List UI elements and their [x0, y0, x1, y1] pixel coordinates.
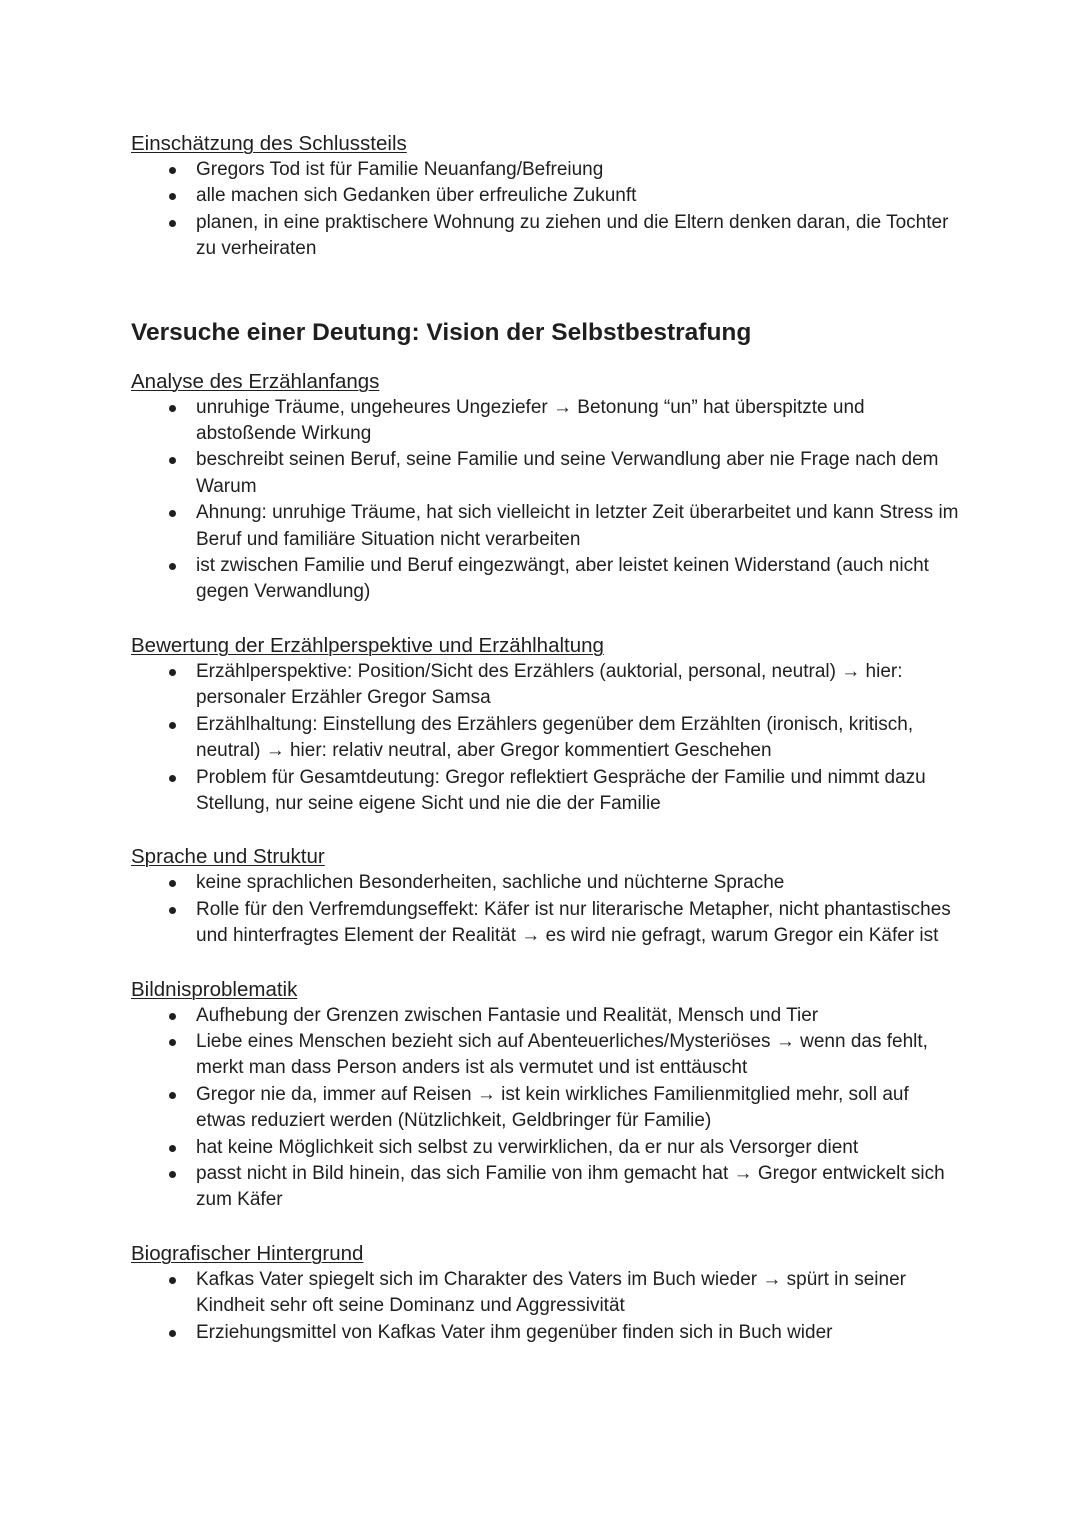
section-biografie — [131, 1241, 961, 1346]
section-title-bildnisproblematik: Bildnisproblematik — [131, 977, 298, 1001]
main-heading: Versuche einer Deutung: Vision der Selbstbestrafung — [131, 318, 752, 346]
list-item: Aufhebung der Grenzen zwischen Fantasie und Realität, Mensch und Tier — [131, 1003, 961, 1029]
bullet-list-erzaehlperspektive — [131, 659, 961, 817]
list-item: Ahnung: unruhige Träume, hat sich vielleicht in letzter Zeit überarbeitet und kann Stress im Beruf und familiäre Situation nicht verarbeiten — [131, 500, 961, 553]
bullet-list-biografie — [131, 1267, 961, 1346]
section-bildnisproblematik — [131, 977, 961, 1214]
list-item: Gregors Tod ist für Familie Neuanfang/Befreiung — [131, 157, 961, 183]
section-schlussteil — [131, 131, 961, 263]
document-page — [131, 131, 961, 1346]
list-item: beschreibt seinen Beruf, seine Familie und seine Verwandlung aber nie Frage nach dem Warum — [131, 447, 961, 500]
section-title-erzaehlperspektive: Bewertung der Erzählperspektive und Erzählhaltung — [131, 633, 604, 657]
section-erzaehlanfang — [131, 369, 961, 606]
bullet-list-bildnisproblematik — [131, 1003, 961, 1214]
list-item: Gregor nie da, immer auf Reisen → ist kein wirkliches Familienmitglied mehr, soll auf etwas reduziert werden (Nützlichkeit, Geldbringer für Familie) — [131, 1082, 961, 1135]
list-item: Liebe eines Menschen bezieht sich auf Abenteuerliches/Mysteriöses → wenn das fehlt, merkt man dass Person anders ist als vermutet und ist enttäuscht — [131, 1029, 961, 1082]
list-item: Rolle für den Verfremdungseffekt: Käfer ist nur literarische Metapher, nicht phantastisches und hinterfragtes Element der Realität → es wird nie gefragt, warum Gregor ein Käfer ist — [131, 897, 961, 950]
list-item: keine sprachlichen Besonderheiten, sachliche und nüchterne Sprache — [131, 870, 961, 896]
list-item: passt nicht in Bild hinein, das sich Familie von ihm gemacht hat → Gregor entwickelt sich zum Käfer — [131, 1161, 961, 1214]
list-item: Erziehungsmittel von Kafkas Vater ihm gegenüber finden sich in Buch wider — [131, 1320, 961, 1346]
section-title-schlussteil: Einschätzung des Schlussteils — [131, 132, 407, 155]
list-item: ist zwischen Familie und Beruf eingezwängt, aber leistet keinen Widerstand (auch nicht gegen Verwandlung) — [131, 553, 961, 606]
section-title-biografie: Biografischer Hintergrund — [131, 1241, 364, 1265]
list-item: Erzählperspektive: Position/Sicht des Erzählers (auktorial, personal, neutral) → hier: personaler Erzähler Gregor Samsa — [131, 659, 961, 712]
list-item: Problem für Gesamtdeutung: Gregor reflektiert Gespräche der Familie und nimmt dazu Stellung, nur seine eigene Sicht und nie die der Familie — [131, 765, 961, 818]
list-item: Kafkas Vater spiegelt sich im Charakter des Vaters im Buch wieder → spürt in seiner Kindheit sehr oft seine Dominanz und Aggressivität — [131, 1267, 961, 1320]
list-item: Erzählhaltung: Einstellung des Erzählers gegenüber dem Erzählten (ironisch, kritisch, neutral) → hier: relativ neutral, aber Gregor kommentiert Geschehen — [131, 712, 961, 765]
section-erzaehlperspektive — [131, 633, 961, 817]
list-item: unruhige Träume, ungeheures Ungeziefer → Betonung “un” hat überspitzte und abstoßende Wirkung — [131, 395, 961, 448]
section-sprache-struktur — [131, 844, 961, 949]
list-item: hat keine Möglichkeit sich selbst zu verwirklichen, da er nur als Versorger dient — [131, 1135, 961, 1161]
list-item: alle machen sich Gedanken über erfreuliche Zukunft — [131, 183, 961, 209]
bullet-list-sprache-struktur — [131, 870, 961, 949]
section-title-sprache-struktur: Sprache und Struktur — [131, 845, 325, 869]
bullet-list-schlussteil — [131, 157, 961, 263]
list-item: planen, in eine praktischere Wohnung zu ziehen und die Eltern denken daran, die Tochter zu verheiraten — [131, 210, 961, 263]
section-title-erzaehlanfang: Analyse des Erzählanfangs — [131, 369, 380, 393]
bullet-list-erzaehlanfang — [131, 395, 961, 606]
